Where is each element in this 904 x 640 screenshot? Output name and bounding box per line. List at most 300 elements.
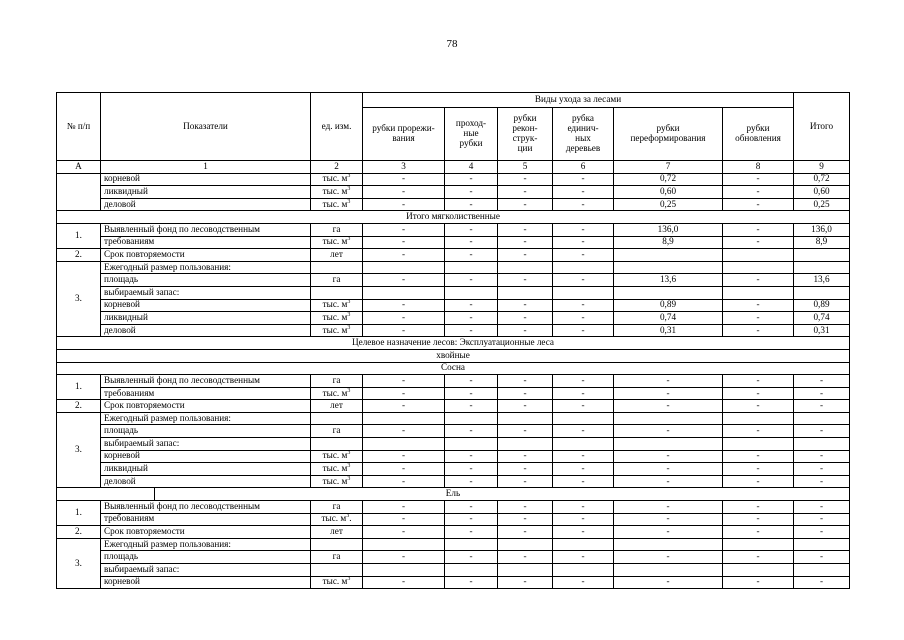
total-value: - xyxy=(794,576,850,589)
section-title xyxy=(57,337,850,350)
indicator-label: требованиям xyxy=(101,236,311,249)
value-cell xyxy=(723,538,794,551)
table-row xyxy=(57,425,850,438)
value-cell: - xyxy=(723,501,794,514)
unit-cell xyxy=(311,400,363,413)
value-cell: - xyxy=(363,425,445,438)
table-row xyxy=(57,198,850,211)
indicator-label: Срок повторяемости xyxy=(101,249,311,262)
unit-cell xyxy=(311,375,363,388)
forest-care-table xyxy=(56,92,850,589)
value-cell xyxy=(723,412,794,425)
table-row xyxy=(57,249,850,262)
value-cell: - xyxy=(445,475,498,488)
value-cell: - xyxy=(363,186,445,199)
section-row xyxy=(57,337,850,350)
unit-cell xyxy=(311,463,363,476)
total-value xyxy=(794,286,850,299)
value-cell: 0,31 xyxy=(614,324,723,337)
value-cell xyxy=(723,564,794,577)
row-number: 3. xyxy=(57,412,101,488)
section-title xyxy=(57,349,850,362)
table-row xyxy=(57,501,850,514)
value-cell: - xyxy=(498,173,553,186)
unit-cell xyxy=(311,186,363,199)
unit-cell xyxy=(311,438,363,451)
unit-text: тыс. м xyxy=(322,299,348,310)
header-type-5: рубки переформирования xyxy=(614,108,723,161)
unit-cell xyxy=(311,261,363,274)
value-cell: 0,74 xyxy=(614,312,723,325)
table-row xyxy=(57,274,850,287)
page-number: 78 xyxy=(446,38,458,50)
value-cell: - xyxy=(363,513,445,526)
value-cell xyxy=(498,564,553,577)
value-cell: - xyxy=(723,400,794,413)
total-value: 8,9 xyxy=(794,236,850,249)
value-cell: - xyxy=(723,387,794,400)
indicator-label: деловой xyxy=(101,198,311,211)
indicator-label: площадь xyxy=(101,274,311,287)
indicator-label: деловой xyxy=(101,475,311,488)
value-cell: - xyxy=(723,475,794,488)
value-cell xyxy=(363,412,445,425)
column-number: 3 xyxy=(363,161,445,174)
value-cell: - xyxy=(553,236,614,249)
unit-cell xyxy=(311,576,363,589)
value-cell: - xyxy=(614,387,723,400)
value-cell: - xyxy=(445,551,498,564)
value-cell: - xyxy=(363,249,445,262)
value-cell: - xyxy=(363,551,445,564)
value-cell: - xyxy=(553,249,614,262)
value-cell: - xyxy=(363,236,445,249)
value-cell: - xyxy=(553,186,614,199)
unit-superscript: 3 xyxy=(347,475,351,482)
section-row xyxy=(57,211,850,224)
indicator-label: площадь xyxy=(101,551,311,564)
unit-suffix: . xyxy=(349,513,352,524)
value-cell: - xyxy=(363,375,445,388)
value-cell: - xyxy=(553,198,614,211)
total-value: 0,25 xyxy=(794,198,850,211)
value-cell: - xyxy=(614,375,723,388)
unit-superscript: 3 xyxy=(347,299,351,306)
indicator-label: Ежегодный размер пользования: xyxy=(101,412,311,425)
value-cell: - xyxy=(363,475,445,488)
value-cell: - xyxy=(445,186,498,199)
value-cell: - xyxy=(445,324,498,337)
value-cell: - xyxy=(363,173,445,186)
value-cell: - xyxy=(498,186,553,199)
value-cell xyxy=(498,286,553,299)
value-cell: - xyxy=(553,299,614,312)
value-cell: - xyxy=(553,375,614,388)
value-cell xyxy=(553,412,614,425)
value-cell xyxy=(445,412,498,425)
total-value: 0,60 xyxy=(794,186,850,199)
indicator-label: деловой xyxy=(101,324,311,337)
value-cell: - xyxy=(614,501,723,514)
value-cell: - xyxy=(553,387,614,400)
indicator-label: площадь xyxy=(101,425,311,438)
value-cell: - xyxy=(723,198,794,211)
value-cell: - xyxy=(445,236,498,249)
table-row xyxy=(57,299,850,312)
value-cell: 136,0 xyxy=(614,223,723,236)
value-cell: 0,72 xyxy=(614,173,723,186)
value-cell: - xyxy=(363,576,445,589)
total-value: - xyxy=(794,463,850,476)
section-title-text: Целевое назначение лесов: Эксплуатационные леса xyxy=(351,337,554,348)
total-value xyxy=(794,538,850,551)
total-value: - xyxy=(794,425,850,438)
unit-text: тыс. м xyxy=(321,513,347,524)
column-number: 7 xyxy=(614,161,723,174)
value-cell: - xyxy=(614,450,723,463)
section-title xyxy=(57,362,850,375)
value-cell: - xyxy=(614,425,723,438)
table-row xyxy=(57,286,850,299)
value-cell: - xyxy=(445,576,498,589)
unit-cell xyxy=(311,538,363,551)
unit-text: лет xyxy=(330,400,343,411)
section-divider-line xyxy=(154,488,155,501)
value-cell: - xyxy=(445,223,498,236)
header-type-4: рубка единич- ных деревьев xyxy=(553,108,614,161)
section-title-text: хвойные xyxy=(436,349,470,360)
value-cell: - xyxy=(553,450,614,463)
value-cell xyxy=(498,412,553,425)
total-value: 0,31 xyxy=(794,324,850,337)
section-row xyxy=(57,349,850,362)
value-cell xyxy=(723,261,794,274)
indicator-label: Выявленный фонд по лесоводственным xyxy=(101,375,311,388)
value-cell: - xyxy=(614,400,723,413)
header-indicator: Показатели xyxy=(101,93,311,161)
unit-text: тыс. м xyxy=(322,236,348,247)
value-cell xyxy=(553,286,614,299)
value-cell: - xyxy=(363,463,445,476)
table-row xyxy=(57,576,850,589)
row-number: 2. xyxy=(57,400,101,413)
value-cell xyxy=(498,261,553,274)
unit-text: тыс. м xyxy=(322,387,348,398)
value-cell: - xyxy=(614,551,723,564)
value-cell: - xyxy=(723,236,794,249)
value-cell: - xyxy=(498,299,553,312)
value-cell: - xyxy=(498,576,553,589)
unit-cell xyxy=(311,198,363,211)
value-cell: - xyxy=(723,173,794,186)
value-cell: - xyxy=(498,236,553,249)
indicator-label: ликвидный xyxy=(101,186,311,199)
table-row xyxy=(57,526,850,539)
table-row xyxy=(57,312,850,325)
table-row xyxy=(57,324,850,337)
value-cell: - xyxy=(445,274,498,287)
table-row xyxy=(57,412,850,425)
value-cell: - xyxy=(723,576,794,589)
unit-text: тыс. м xyxy=(322,463,348,474)
value-cell xyxy=(445,261,498,274)
value-cell: - xyxy=(445,463,498,476)
table-row xyxy=(57,387,850,400)
unit-superscript: 3 xyxy=(347,576,351,583)
value-cell xyxy=(614,412,723,425)
unit-cell xyxy=(311,312,363,325)
value-cell xyxy=(553,564,614,577)
header-no: № п/п xyxy=(57,93,101,161)
value-cell: - xyxy=(498,526,553,539)
row-number: 2. xyxy=(57,526,101,539)
value-cell: - xyxy=(498,400,553,413)
value-cell xyxy=(614,249,723,262)
value-cell: - xyxy=(363,312,445,325)
unit-superscript: 3 xyxy=(347,236,351,243)
value-cell: - xyxy=(614,526,723,539)
total-value: - xyxy=(794,400,850,413)
section-row xyxy=(57,362,850,375)
value-cell xyxy=(445,564,498,577)
unit-text: га xyxy=(332,274,341,285)
column-number: 5 xyxy=(498,161,553,174)
section-title xyxy=(57,211,850,224)
value-cell: - xyxy=(445,513,498,526)
unit-text: тыс. м xyxy=(322,173,348,184)
unit-superscript: 3 xyxy=(347,185,351,192)
value-cell: 0,60 xyxy=(614,186,723,199)
value-cell: - xyxy=(498,375,553,388)
column-number: 6 xyxy=(553,161,614,174)
total-value xyxy=(794,438,850,451)
value-cell: - xyxy=(363,198,445,211)
unit-cell xyxy=(311,236,363,249)
unit-superscript: 3 xyxy=(347,311,351,318)
value-cell: - xyxy=(723,223,794,236)
indicator-label: корневой xyxy=(101,299,311,312)
column-number: 4 xyxy=(445,161,498,174)
unit-superscript: 3 xyxy=(347,450,351,457)
value-cell: - xyxy=(363,324,445,337)
value-cell: - xyxy=(498,387,553,400)
unit-cell xyxy=(311,249,363,262)
value-cell: - xyxy=(723,299,794,312)
value-cell: - xyxy=(553,576,614,589)
value-cell: - xyxy=(445,387,498,400)
value-cell xyxy=(553,261,614,274)
unit-superscript: 3 xyxy=(347,173,351,180)
value-cell xyxy=(498,438,553,451)
indicator-label: корневой xyxy=(101,450,311,463)
value-cell: - xyxy=(363,299,445,312)
total-value: 0,72 xyxy=(794,173,850,186)
value-cell xyxy=(614,286,723,299)
value-cell xyxy=(445,286,498,299)
value-cell: - xyxy=(553,425,614,438)
unit-cell xyxy=(311,425,363,438)
value-cell: - xyxy=(445,450,498,463)
unit-cell xyxy=(311,173,363,186)
indicator-label: требованиям xyxy=(101,387,311,400)
value-cell: - xyxy=(723,186,794,199)
value-cell: - xyxy=(553,513,614,526)
total-value: 0,89 xyxy=(794,299,850,312)
unit-cell xyxy=(311,450,363,463)
value-cell: - xyxy=(445,526,498,539)
value-cell: 0,89 xyxy=(614,299,723,312)
unit-cell xyxy=(311,223,363,236)
value-cell: 0,25 xyxy=(614,198,723,211)
value-cell: - xyxy=(723,312,794,325)
value-cell: - xyxy=(498,425,553,438)
unit-text: тыс. м xyxy=(322,324,348,335)
value-cell: - xyxy=(498,324,553,337)
value-cell: - xyxy=(498,463,553,476)
unit-superscript: 3 xyxy=(347,198,351,205)
indicator-label: Срок повторяемости xyxy=(101,400,311,413)
unit-cell xyxy=(311,513,363,526)
value-cell: - xyxy=(363,501,445,514)
value-cell: - xyxy=(498,501,553,514)
table-row xyxy=(57,261,850,274)
unit-cell xyxy=(311,387,363,400)
unit-text: га xyxy=(332,551,341,562)
indicator-label: корневой xyxy=(101,173,311,186)
value-cell xyxy=(614,261,723,274)
total-value: - xyxy=(794,450,850,463)
value-cell: - xyxy=(553,475,614,488)
table-row xyxy=(57,223,850,236)
value-cell: - xyxy=(498,198,553,211)
total-value xyxy=(794,412,850,425)
value-cell: - xyxy=(498,551,553,564)
value-cell xyxy=(498,538,553,551)
unit-text: лет xyxy=(330,526,343,537)
table-row xyxy=(57,438,850,451)
header-unit: ед. изм. xyxy=(311,93,363,161)
value-cell: - xyxy=(445,299,498,312)
value-cell: - xyxy=(553,501,614,514)
value-cell xyxy=(445,538,498,551)
section-title xyxy=(57,488,850,501)
unit-text: лет xyxy=(330,248,343,259)
unit-cell xyxy=(311,526,363,539)
value-cell: - xyxy=(498,475,553,488)
value-cell xyxy=(363,438,445,451)
value-cell: - xyxy=(614,513,723,526)
row-number: 1. xyxy=(57,223,101,248)
value-cell: - xyxy=(553,551,614,564)
indicator-label: Срок повторяемости xyxy=(101,526,311,539)
column-number: 1 xyxy=(101,161,311,174)
value-cell: - xyxy=(363,400,445,413)
value-cell xyxy=(614,564,723,577)
table-row xyxy=(57,564,850,577)
section-row xyxy=(57,488,850,501)
value-cell: - xyxy=(553,526,614,539)
unit-superscript: 3 xyxy=(347,463,351,470)
value-cell: - xyxy=(445,425,498,438)
indicator-label: Выявленный фонд по лесоводственным xyxy=(101,501,311,514)
section-title-text: Ель xyxy=(445,488,461,499)
row-number: 3. xyxy=(57,261,101,337)
column-number: 2 xyxy=(311,161,363,174)
row-number: 3. xyxy=(57,538,101,588)
value-cell xyxy=(445,438,498,451)
header-type-6: рубки обновления xyxy=(723,108,794,161)
value-cell: - xyxy=(445,375,498,388)
value-cell: - xyxy=(363,223,445,236)
unit-text: тыс. м xyxy=(322,186,348,197)
value-cell: - xyxy=(553,223,614,236)
value-cell xyxy=(363,261,445,274)
value-cell: - xyxy=(553,400,614,413)
value-cell xyxy=(363,564,445,577)
row-number: 1. xyxy=(57,501,101,526)
value-cell xyxy=(614,438,723,451)
indicator-label: Ежегодный размер пользования: xyxy=(101,538,311,551)
value-cell: - xyxy=(614,463,723,476)
value-cell: - xyxy=(445,173,498,186)
unit-superscript: 3 xyxy=(347,387,351,394)
value-cell: - xyxy=(723,375,794,388)
section-title-text: Сосна xyxy=(440,362,466,373)
value-cell: - xyxy=(363,450,445,463)
indicator-label: Выявленный фонд по лесоводственным xyxy=(101,223,311,236)
value-cell: - xyxy=(723,463,794,476)
indicator-label: ликвидный xyxy=(101,463,311,476)
value-cell: - xyxy=(445,501,498,514)
value-cell: - xyxy=(553,312,614,325)
unit-cell xyxy=(311,551,363,564)
value-cell: - xyxy=(723,526,794,539)
value-cell: - xyxy=(498,223,553,236)
value-cell: - xyxy=(723,551,794,564)
value-cell: - xyxy=(498,274,553,287)
table-row xyxy=(57,551,850,564)
table-row xyxy=(57,173,850,186)
unit-text: га xyxy=(332,374,341,385)
total-value: - xyxy=(794,475,850,488)
unit-cell xyxy=(311,475,363,488)
value-cell: - xyxy=(553,463,614,476)
value-cell: - xyxy=(363,274,445,287)
value-cell: - xyxy=(363,526,445,539)
total-value xyxy=(794,249,850,262)
value-cell: - xyxy=(723,324,794,337)
unit-text: тыс. м xyxy=(322,475,348,486)
table-row xyxy=(57,400,850,413)
table-row xyxy=(57,513,850,526)
value-cell: - xyxy=(553,274,614,287)
total-value: - xyxy=(794,501,850,514)
indicator-label: требованиям xyxy=(101,513,311,526)
table-row xyxy=(57,475,850,488)
total-value xyxy=(794,564,850,577)
indicator-label: корневой xyxy=(101,576,311,589)
table-row xyxy=(57,236,850,249)
unit-text: тыс. м xyxy=(322,198,348,209)
indicator-label: Ежегодный размер пользования: xyxy=(101,261,311,274)
value-cell: - xyxy=(723,513,794,526)
unit-cell xyxy=(311,412,363,425)
unit-cell xyxy=(311,501,363,514)
value-cell: - xyxy=(723,450,794,463)
total-value: - xyxy=(794,375,850,388)
indicator-label: выбираемый запас: xyxy=(101,438,311,451)
value-cell: - xyxy=(445,312,498,325)
